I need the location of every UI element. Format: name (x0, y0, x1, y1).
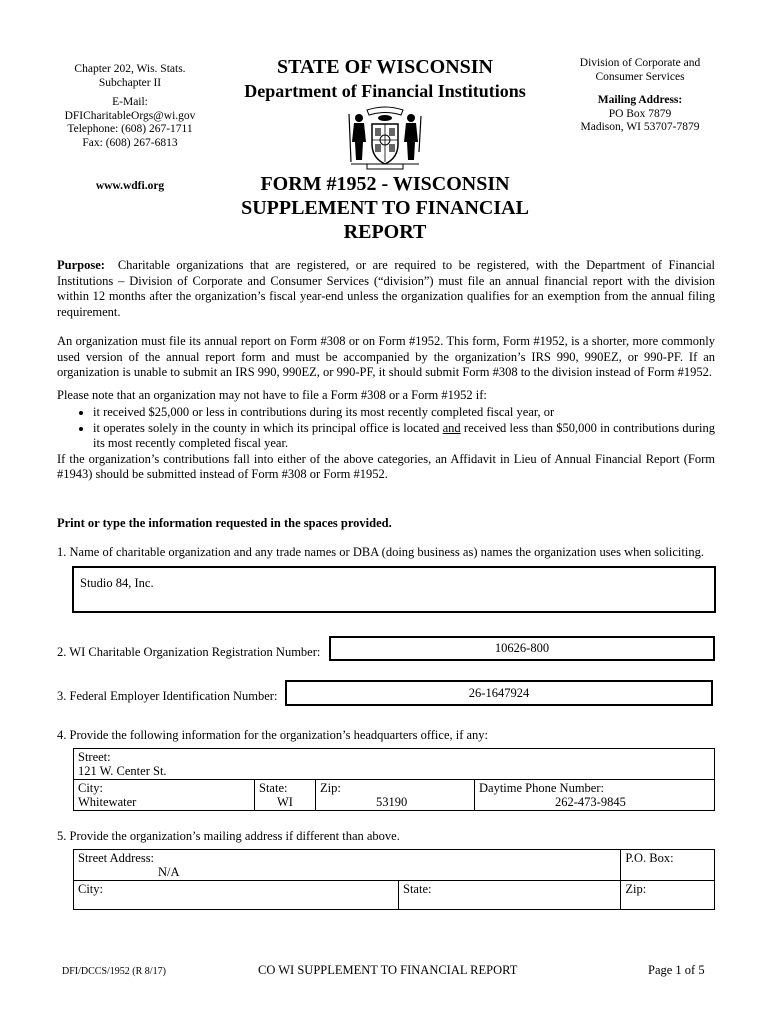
exemption-list (57, 405, 715, 452)
header-right (560, 57, 720, 135)
hq-street-value: 121 W. Center St. (78, 764, 167, 778)
mail-state-label: State: (403, 882, 432, 896)
hq-city-label: City: (78, 781, 104, 795)
exemption-item: • it operates solely in the county in which its principal office is located and received less than $50,000 in contributions during its most recently completed fiscal year. (93, 421, 715, 452)
footer-title: CO WI SUPPLEMENT TO FINANCIAL REPORT (258, 963, 518, 977)
q5-label: 5. Provide the organization’s mailing address if different than above. (57, 829, 400, 843)
registration-number-value: 10626-800 (494, 641, 550, 655)
fein-value: 26-1647924 (468, 686, 530, 700)
mail-zip-label: Zip: (625, 882, 647, 896)
mailing-po-box: PO Box 7879 (608, 107, 672, 120)
headquarters-table (73, 748, 715, 811)
division-line1: Division of Corporate and (579, 57, 701, 69)
mailing-city-state-zip: Madison, WI 53707-7879 (580, 121, 700, 133)
header-left (40, 63, 220, 150)
mail-street-value: N/A (158, 865, 180, 879)
telephone: Telephone: (608) 267-1711 (67, 123, 193, 135)
mail-street-label: Street Address: (78, 851, 155, 865)
header-center (215, 55, 555, 103)
affidavit-paragraph: If the organization’s contributions fall into either of the above categories, an Affidavit in Lieu of Annual Financial Report (Form #1943) should be submitted instead of Form #308 or Form #1952. (57, 451, 715, 481)
mail-zip-cell[interactable] (621, 881, 715, 910)
form-title-line3: REPORT (343, 221, 427, 243)
website-link[interactable]: www.wdfi.org (95, 180, 165, 192)
print-instruction: Print or type the information requested in the spaces provided. (57, 516, 392, 530)
hq-street-label: Street: (78, 750, 111, 764)
hq-phone-label: Daytime Phone Number: (479, 781, 604, 795)
fax: Fax: (608) 267-6813 (82, 136, 178, 149)
department-title: Department of Financial Institutions (244, 81, 526, 101)
hq-zip-label: Zip: (320, 781, 341, 795)
form-choice-paragraph: An organization must file its annual report on Form #308 or on Form #1952. This form, Form #1952, is a shorter, more commonly used version of the annual report form and must be accompanied by the organization’s IRS 990, 990EZ, or 990-PF. If an organization is unable to submit an IRS 990, 990EZ, or 990-PF, it should submit Form #308 to the division instead of Form #1952. (57, 334, 715, 379)
form-title (215, 172, 555, 244)
q1-label: 1. Name of charitable organization and any trade names or DBA (doing business as) names the organization uses when soliciting. (57, 545, 704, 559)
statute-subchapter: Subchapter II (98, 76, 162, 89)
org-name-field[interactable] (72, 566, 716, 613)
mail-city-cell[interactable] (74, 881, 399, 910)
email-address[interactable]: DFICharitableOrgs@wi.gov (64, 109, 196, 122)
mailing-address-table (73, 849, 715, 910)
q3-label: 3. Federal Employer Identification Number: (57, 689, 278, 703)
hq-state-label: State: (259, 781, 288, 795)
mailing-address-label: Mailing Address: (597, 94, 683, 106)
hq-street-cell[interactable] (74, 749, 715, 780)
form-title-line1: FORM #1952 - WISCONSIN (260, 173, 510, 195)
state-title: STATE OF WISCONSIN (277, 56, 493, 78)
hq-phone-value: 262-473-9845 (555, 795, 626, 809)
purpose-label: Purpose: (57, 258, 105, 272)
purpose-paragraph (57, 258, 715, 320)
footer-form-code: DFI/DCCS/1952 (R 8/17) (62, 966, 166, 977)
fein-field[interactable] (285, 680, 713, 706)
mail-city-label: City: (78, 882, 104, 896)
q2-label: 2. WI Charitable Organization Registration Number: (57, 645, 321, 659)
footer-page-number: Page 1 of 5 (648, 963, 705, 977)
hq-zip-cell[interactable] (316, 780, 475, 811)
org-name-value: Studio 84, Inc. (80, 576, 154, 590)
wisconsin-seal-icon (337, 102, 433, 172)
purpose-text: Charitable organizations that are registered, or are required to be registered, with the Department of Financial Institutions – Division of Corporate and Consumer Services (“division”) must file an annual financial report with the division within 12 months after the organization’s fiscal year-end unless the organization qualifies for an exemption from the annual filing requirement. (57, 258, 715, 319)
hq-city-cell[interactable] (74, 780, 255, 811)
hq-zip-value: 53190 (376, 795, 408, 809)
hq-city-value: Whitewater (78, 795, 137, 809)
hq-state-cell[interactable] (255, 780, 316, 811)
statute-reference: Chapter 202, Wis. Stats. (74, 63, 186, 75)
mail-pobox-cell[interactable] (621, 850, 715, 881)
mail-state-cell[interactable] (399, 881, 621, 910)
exemption-item: • it received $25,000 or less in contributions during its most recently completed fiscal year, or (93, 405, 715, 421)
hq-phone-cell[interactable] (475, 780, 715, 811)
division-line2: Consumer Services (595, 70, 685, 83)
email-label: E-Mail: (112, 96, 148, 108)
mail-pobox-label: P.O. Box: (625, 851, 674, 865)
hq-state-value: WI (277, 795, 293, 809)
intro-section (57, 258, 715, 483)
exemption-intro: Please note that an organization may not have to file a Form #308 or a Form #1952 if: (57, 387, 487, 402)
form-title-line2: SUPPLEMENT TO FINANCIAL (241, 197, 529, 219)
q4-label: 4. Provide the following information for the organization’s headquarters office, if any: (57, 728, 489, 742)
registration-number-field[interactable] (329, 636, 715, 661)
mail-street-cell[interactable] (74, 850, 621, 881)
